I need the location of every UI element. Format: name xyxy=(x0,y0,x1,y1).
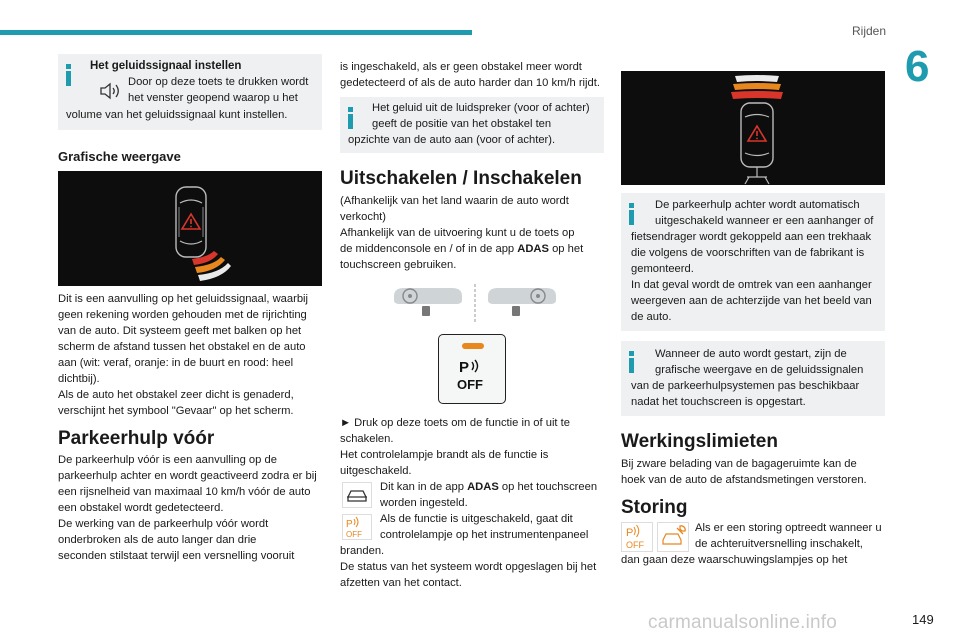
service-wrench-icon xyxy=(657,522,689,552)
indicator-lamp xyxy=(462,343,484,349)
text-span: op het xyxy=(548,243,584,255)
note-text-line: gemonteerd. xyxy=(631,263,694,275)
paragraph-line: de achteruitversnelling inschakelt, xyxy=(695,538,863,550)
text-span: de middenconsole en / of in de app xyxy=(340,243,515,255)
paragraph-line: De status van het systeem wordt opgeslagen bij het xyxy=(340,561,597,573)
rear-sensor-image xyxy=(621,71,885,185)
paragraph-line: onderbroken als de auto langer dan drie xyxy=(58,534,257,546)
note-sound-settings xyxy=(58,54,322,130)
paragraph-line: Het controlelampje brandt als de functie is xyxy=(340,449,549,461)
heading-storing: Storing xyxy=(621,497,688,518)
note-text-line: fietsendrager wordt gekoppeld aan een trekhaak xyxy=(631,231,872,243)
paragraph-line: De werking van de parkeerhulp vóór wordt xyxy=(58,518,269,530)
right-hand-drive-icon xyxy=(488,288,556,316)
info-icon xyxy=(348,107,353,129)
note-text-line: Het geluid uit de luidspreker (voor of achter) xyxy=(372,102,590,114)
park-assist-off-icon xyxy=(621,522,653,552)
paragraph-line: aan (wit: veraf, oranje: in de buurt en rood: heel xyxy=(58,357,294,369)
paragraph-line: van de auto. Dit systeem geeft met balken op het xyxy=(58,325,302,337)
note-text-line: geeft de positie van het obstakel ten xyxy=(372,118,552,130)
note-text-line: de auto. xyxy=(631,311,672,323)
console-illustration xyxy=(390,282,560,324)
note-startup xyxy=(621,341,885,416)
info-icon xyxy=(629,203,634,225)
paragraph-line: hoek van de auto de afstandsmetingen verstoren. xyxy=(621,474,867,486)
heading-uitschakelen: Uitschakelen / Inschakelen xyxy=(340,168,582,189)
header-rule xyxy=(0,30,472,35)
paragraph-line xyxy=(340,242,583,257)
page-number: 149 xyxy=(912,612,934,627)
paragraph-line: (Afhankelijk van het land waarin de auto wordt xyxy=(340,195,569,207)
svg-text:OFF: OFF xyxy=(626,540,644,550)
paragraph-line: Als de auto het obstakel zeer dicht is genaderd, xyxy=(58,389,294,401)
note-text-line: volume van het geluidssignaal kunt instellen. xyxy=(66,109,288,121)
speaker-icon xyxy=(98,80,124,102)
heading-werkingslimieten: Werkingslimieten xyxy=(621,431,778,452)
adas-keyword: ADAS xyxy=(467,481,499,493)
adas-keyword: ADAS xyxy=(517,243,549,255)
paragraph-line: Als er een storing optreedt wanneer u xyxy=(695,522,882,534)
warning-triangle-icon xyxy=(182,214,200,229)
paragraph-line: geen rekening worden gehouden met de rijrichting xyxy=(58,309,307,321)
paragraph-line: parkeerhulp achter en wordt geactiveerd zodra er bij xyxy=(58,470,317,482)
note-text-line: Door op deze toets te drukken wordt xyxy=(128,76,309,88)
paragraph-line: scherm de afstand tussen het obstakel en de auto xyxy=(58,341,306,353)
paragraph-line: touchscreen gebruiken. xyxy=(340,259,457,271)
car-app-icon xyxy=(342,482,372,508)
svg-text:P: P xyxy=(459,359,470,376)
svg-text:OFF: OFF xyxy=(457,377,483,392)
note-text-line: In dat geval wordt de omtrek van een aanhanger xyxy=(631,279,872,291)
note-text-line: van de parkeerhulpsystemen pas beschikbaar xyxy=(631,380,860,392)
paragraph-line: ► Druk op deze toets om de functie in of uit te xyxy=(340,417,570,429)
note-text-line: weergeven aan de achterzijde van het beeld van xyxy=(631,295,872,307)
heading-parkeerhulp-voor: Parkeerhulp vóór xyxy=(58,428,215,449)
svg-text:P: P xyxy=(626,527,634,539)
paragraph-line: een rijsnelheid van maximaal 10 km/h vóór de auto xyxy=(58,486,311,498)
text-span: op het touchscreen xyxy=(498,481,598,493)
paragraph-line: dichtbij). xyxy=(58,373,100,385)
note-trailer xyxy=(621,193,885,331)
note-text-line: De parkeerhulp achter wordt automatisch xyxy=(655,199,860,211)
watermark: carmanualsonline.info xyxy=(648,612,838,633)
info-icon xyxy=(66,64,71,86)
paragraph-line: verkocht) xyxy=(340,211,387,223)
note-text-line: grafische weergave en de geluidssignalen xyxy=(655,364,864,376)
note-text-line: uitgeschakeld wanneer er een aanhanger of xyxy=(655,215,874,227)
paragraph-line: worden ingesteld. xyxy=(380,497,468,509)
paragraph-line: een obstakel wordt gedetecteerd. xyxy=(58,502,224,514)
svg-text:P: P xyxy=(346,519,353,530)
car-topview-icon xyxy=(741,103,773,184)
paragraph-line: verschijnt het symbool "Gevaar" op het scherm. xyxy=(58,405,294,417)
paragraph-line: schakelen. xyxy=(340,433,394,445)
left-hand-drive-icon xyxy=(394,288,462,316)
paragraph-line: controlelampje op het instrumentenpaneel xyxy=(380,529,589,541)
note-title: Het geluidssignaal instellen xyxy=(90,60,242,72)
park-assist-toggle-button[interactable] xyxy=(438,334,506,404)
paragraph-line: seconden stilstaat terwijl een versnelling vooruit xyxy=(58,550,295,562)
park-assist-off-icon xyxy=(342,514,372,540)
heading-grafische-weergave: Grafische weergave xyxy=(58,149,181,164)
paragraph-line: De parkeerhulp vóór is een aanvulling op de xyxy=(58,454,277,466)
paragraph-line: Als de functie is uitgeschakeld, gaat dit xyxy=(380,513,573,525)
paragraph-line: gedetecteerd of als de auto harder dan 10 km/h rijdt. xyxy=(340,77,600,89)
note-text-line: opzichte van de auto aan (voor of achter). xyxy=(348,134,556,146)
text-span: Dit kan in de app xyxy=(380,481,468,493)
svg-text:OFF: OFF xyxy=(346,530,362,539)
graphic-display-image xyxy=(58,171,322,286)
paragraph-line: is ingeschakeld, als er geen obstakel meer wordt xyxy=(340,61,582,73)
chapter-number: 6 xyxy=(905,42,930,91)
paragraph-line: Afhankelijk van de uitvoering kunt u de toets op xyxy=(340,227,575,239)
paragraph-line: uitgeschakeld. xyxy=(340,465,412,477)
note-text-line: die volgens de voorschriften van de fabrikant is xyxy=(631,247,865,259)
warning-triangle-icon xyxy=(748,126,766,141)
note-text-line: Wanneer de auto wordt gestart, zijn de xyxy=(655,348,847,360)
paragraph-line: dan gaan deze waarschuwingslampjes op het xyxy=(621,554,848,566)
note-speaker-position xyxy=(340,97,604,153)
note-text-line: nadat het touchscreen is opgestart. xyxy=(631,396,806,408)
paragraph-line: Dit is een aanvulling op het geluidssignaal, waarbij xyxy=(58,293,309,305)
paragraph-line xyxy=(380,480,597,495)
note-text-line: het venster geopend waarop u het xyxy=(128,92,298,104)
paragraph-line: afzetten van het contact. xyxy=(340,577,462,589)
paragraph-line: branden. xyxy=(340,545,385,557)
section-title: Rijden xyxy=(852,24,887,38)
paragraph-line: Bij zware belading van de bagageruimte kan de xyxy=(621,458,857,470)
info-icon xyxy=(629,351,634,373)
park-assist-off-icon xyxy=(453,355,493,395)
